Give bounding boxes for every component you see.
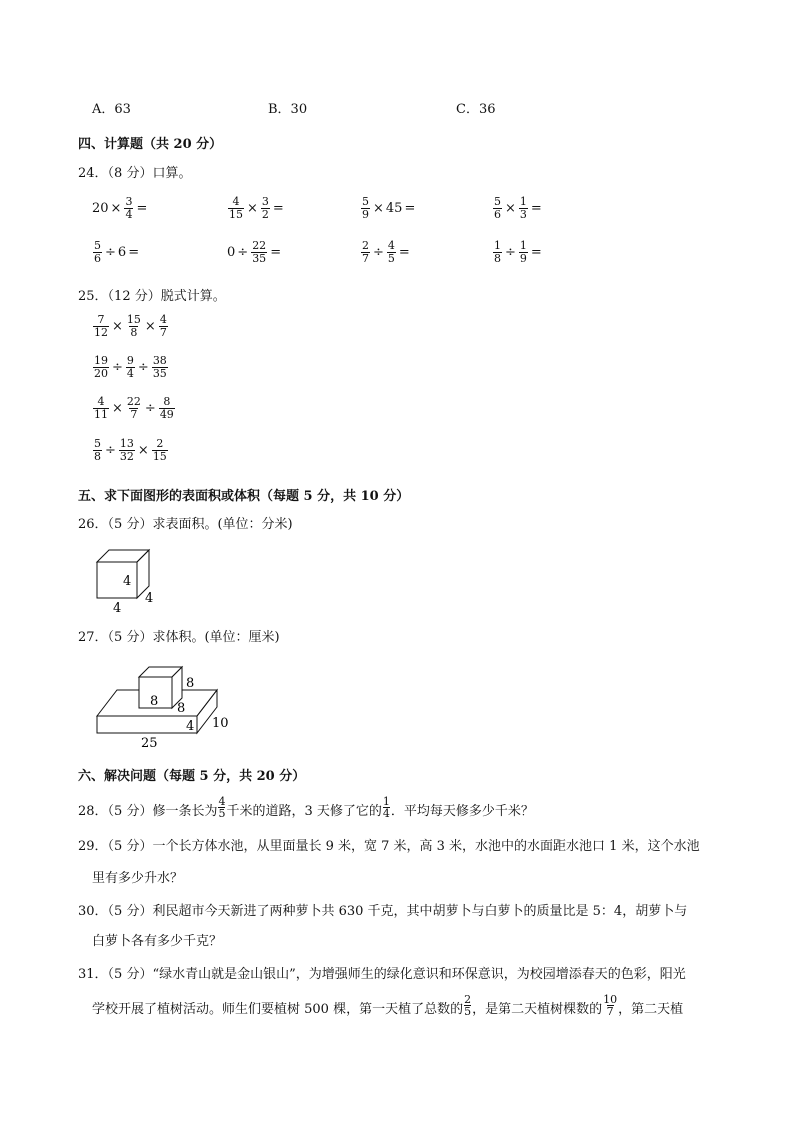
q25-expr: $\frac{4}{11}$ × $\frac{22}{7}$ ÷ $\frac{8}{49}$ (94, 395, 174, 421)
section-6-title: 六、解决问题（每题 5 分，共 20 分） (78, 769, 306, 784)
q24-expr: 0 ÷ $\frac{22}{35}$ = (227, 239, 282, 265)
cube-label: 4 (113, 601, 122, 616)
solid-label: 8 (186, 676, 195, 691)
q24-expr: $\frac{4}{15}$ × $\frac{3}{2}$ = (229, 195, 284, 221)
section-5-title: 五、求下面图形的表面积或体积（每题 5 分，共 10 分） (78, 489, 410, 504)
solid-label: 25 (141, 736, 158, 751)
q24-expr: $\frac{1}{8}$ ÷ $\frac{1}{9}$ = (494, 239, 542, 265)
solid-label: 4 (186, 719, 195, 734)
section-4-title: 四、计算题（共 20 分） (78, 137, 223, 152)
q31-line2: 学校开展了植树活动。师生们要植树 500 棵，第一天植了总数的 $\frac{2}{5}$ ，是第二天植树棵数的 $\frac{10}{7}$ ，第二天植 (92, 993, 684, 1018)
q27-head: 27．（5 分）求体积。(单位：厘米) (78, 630, 280, 645)
cube-label: 4 (145, 591, 154, 606)
q24-head: 24．（8 分）口算。 (78, 166, 192, 181)
option-a: A．63 (92, 102, 131, 117)
q24-expr: $\frac{2}{7}$ ÷ $\frac{4}{5}$ = (362, 239, 410, 265)
q25-head: 25．（12 分）脱式计算。 (78, 289, 226, 304)
q28-text: 28．（5 分）修一条长为 $\frac{4}{5}$ 千米的道路，3 天修了它的 $\frac{1}{4}$ ．平均每天修多少千米？ (78, 795, 534, 820)
q24-expr: 20 × $\frac{3}{4}$ = (92, 195, 148, 221)
q30-line1: 30．（5 分）利民超市今天新进了两种萝卜共 630 千克，其中胡萝卜与白萝卜的质量比是 5：4，胡萝卜与 (78, 904, 688, 919)
option-c: C．36 (456, 102, 496, 117)
solid-label: 8 (177, 701, 186, 716)
solid-label: 10 (212, 716, 229, 731)
q24-expr: $\frac{5}{9}$ × 45 = (362, 195, 416, 221)
q25-expr: $\frac{7}{12}$ × $\frac{15}{8}$ × $\frac{4}{7}$ (94, 313, 167, 339)
solid-figure (90, 660, 250, 752)
solid-label: 8 (150, 694, 159, 709)
q29-line2: 里有多少升水？ (92, 871, 184, 886)
q30-line2: 白萝卜各有多少千克？ (92, 934, 223, 949)
option-b: B．30 (268, 102, 308, 117)
q25-expr: $\frac{5}{8}$ ÷ $\frac{13}{32}$ × $\frac{2}{15}$ (94, 437, 167, 463)
q29-line1: 29．（5 分）一个长方体水池，从里面量长 9 米，宽 7 米，高 3 米，水池中的水面距水池口 1 米，这个水池 (78, 839, 700, 854)
q24-expr: $\frac{5}{6}$ ÷ 6 = (94, 239, 140, 265)
q31-line1: 31．（5 分）“绿水青山就是金山银山”，为增强师生的绿化意识和环保意识，为校园增添春天的色彩，阳光 (78, 967, 686, 982)
cube-label: 4 (123, 574, 132, 589)
q26-head: 26．（5 分）求表面积。(单位：分米) (78, 517, 293, 532)
q24-expr: $\frac{5}{6}$ × $\frac{1}{3}$ = (494, 195, 542, 221)
q25-expr: $\frac{19}{20}$ ÷ $\frac{9}{4}$ ÷ $\frac{38}{35}$ (94, 354, 167, 380)
cube-figure (90, 540, 170, 620)
